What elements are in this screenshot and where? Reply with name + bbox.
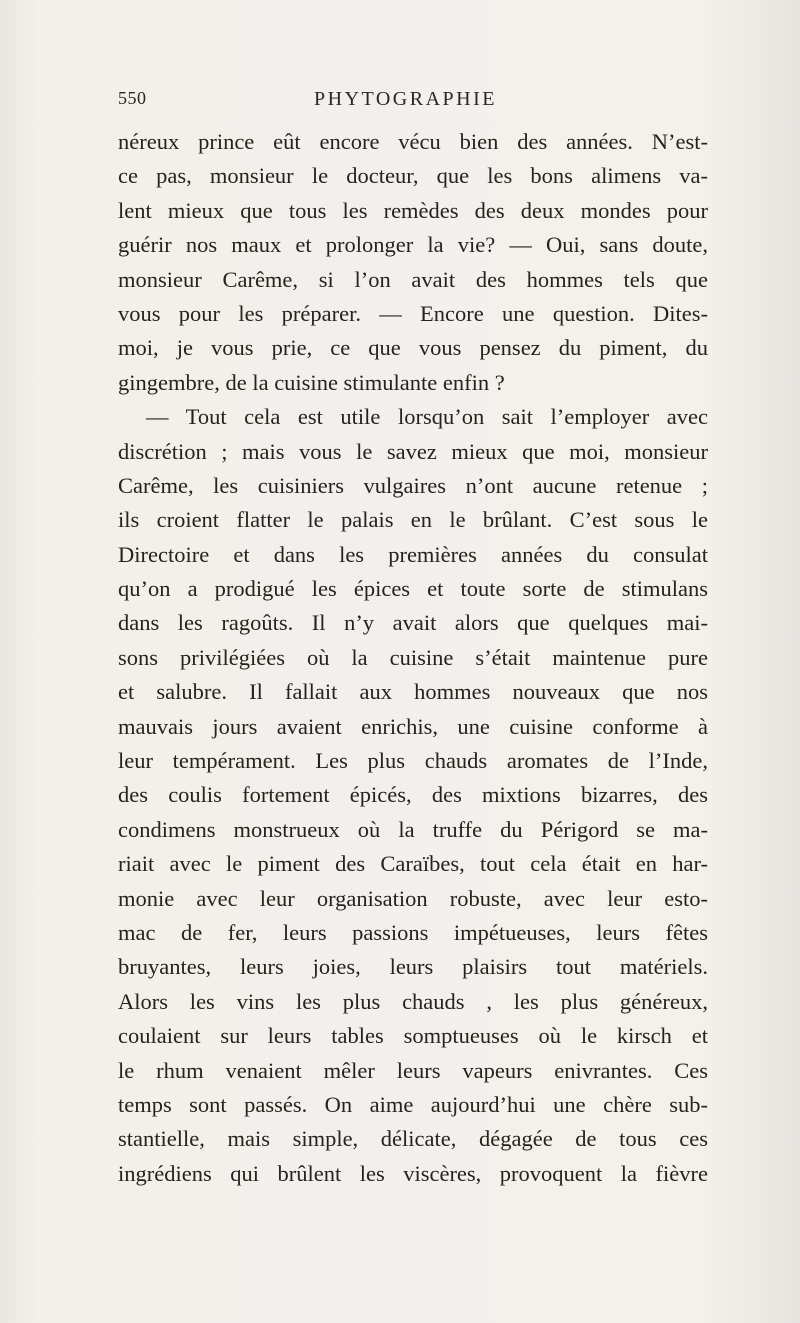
text-line: Alors les vins les plus chauds , les plus généreux,: [118, 988, 708, 1014]
text-line: qu’on a prodigué les épices et toute sorte de stimulans: [118, 576, 708, 602]
text-line: sons privilégiées où la cuisine s’était maintenue pure: [118, 644, 708, 670]
text-line: mauvais jours avaient enrichis, une cuisine conforme à: [118, 713, 708, 739]
text-line: lent mieux que tous les remèdes des deux mondes pour: [118, 197, 708, 223]
text-line: gingembre, de la cuisine stimulante enfin ?: [118, 369, 505, 395]
text-line: ils croient flatter le palais en le brûlant. C’est sous le: [118, 507, 708, 533]
text-line: discrétion ; mais vous le savez mieux que moi, monsieur: [118, 438, 708, 464]
text-line: dans les ragoûts. Il n’y avait alors que quelques mai-: [118, 610, 708, 636]
page-number: 550: [118, 88, 147, 108]
text-line: monie avec leur organisation robuste, avec leur esto-: [118, 885, 708, 911]
text-line: le rhum venaient mêler leurs vapeurs enivrantes. Ces: [118, 1057, 708, 1083]
body-text: [118, 125, 708, 1191]
text-line: vous pour les préparer. — Encore une question. Dites-: [118, 300, 708, 326]
text-line: ce pas, monsieur le docteur, que les bons alimens va-: [118, 163, 708, 189]
text-line: monsieur Carême, si l’on avait des hommes tels que: [118, 266, 708, 292]
text-line: Carême, les cuisiniers vulgaires n’ont aucune retenue ;: [118, 472, 708, 498]
text-line: guérir nos maux et prolonger la vie? — Oui, sans doute,: [118, 232, 708, 258]
text-line: ingrédiens qui brûlent les viscères, provoquent la fièvre: [118, 1160, 708, 1186]
running-title: PHYTOGRAPHIE: [314, 88, 497, 110]
text-line: moi, je vous prie, ce que vous pensez du piment, du: [118, 335, 708, 361]
text-line: riait avec le piment des Caraïbes, tout cela était en har-: [118, 851, 708, 877]
text-line: Directoire et dans les premières années du consulat: [118, 541, 708, 567]
text-line: condimens monstrueux où la truffe du Périgord se ma-: [118, 816, 708, 842]
text-line: stantielle, mais simple, délicate, dégagée de tous ces: [118, 1126, 708, 1152]
page-header: [118, 88, 708, 114]
text-line: mac de fer, leurs passions impétueuses, leurs fêtes: [118, 919, 708, 945]
text-line: temps sont passés. On aime aujourd’hui une chère sub-: [118, 1091, 708, 1117]
text-line: coulaient sur leurs tables somptueuses où le kirsch et: [118, 1023, 708, 1049]
text-line: — Tout cela est utile lorsqu’on sait l’employer avec: [146, 404, 708, 430]
text-line: et salubre. Il fallait aux hommes nouveaux que nos: [118, 679, 708, 705]
text-line: néreux prince eût encore vécu bien des années. N’est-: [118, 129, 708, 154]
text-line: des coulis fortement épicés, des mixtions bizarres, des: [118, 782, 708, 808]
text-line: leur tempérament. Les plus chauds aromates de l’Inde,: [118, 748, 708, 774]
text-line: bruyantes, leurs joies, leurs plaisirs tout matériels.: [118, 954, 708, 980]
